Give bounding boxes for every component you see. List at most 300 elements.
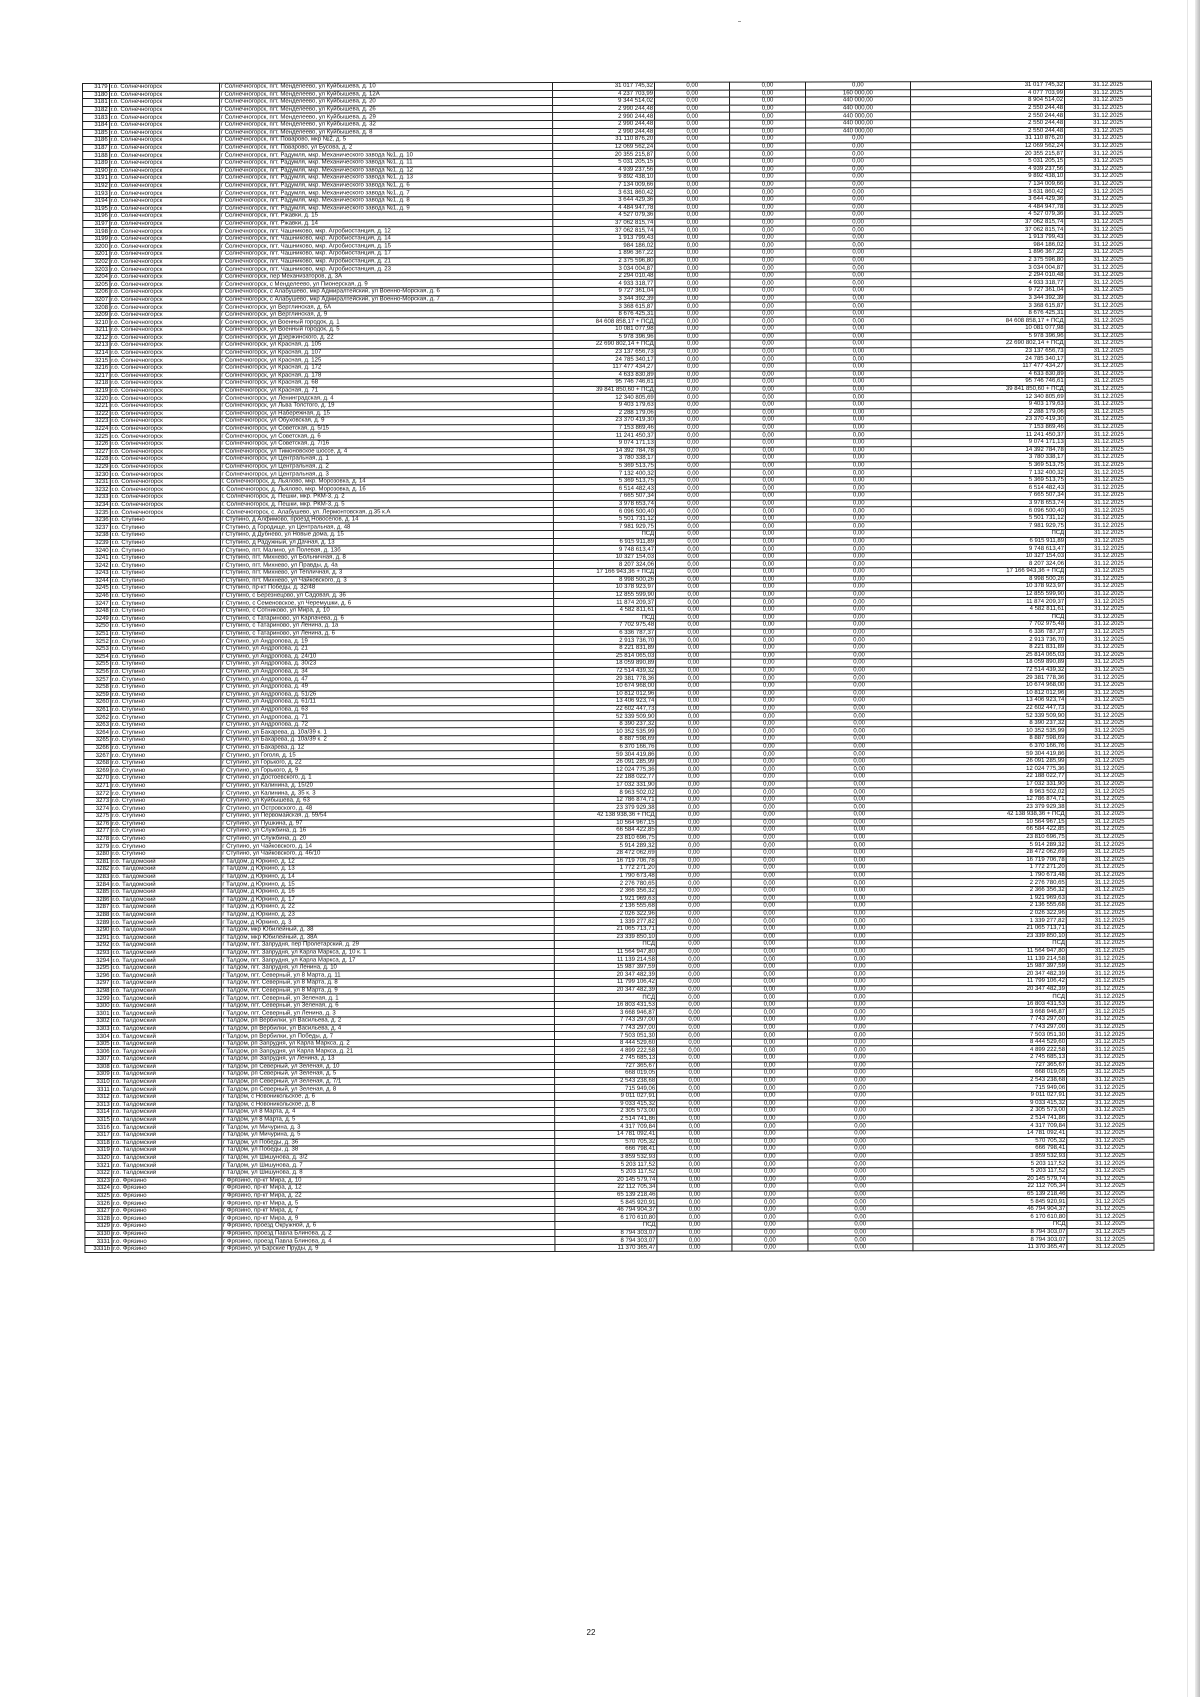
address-cell: г Солнечногорск, пгт. Менделеево, ул Куйбышева, д. 26 bbox=[219, 105, 553, 113]
cost-cell: 6 336 787,37 bbox=[554, 629, 656, 637]
municipality-cell: г.о. Талдомский bbox=[111, 873, 221, 881]
fund-amount-cell: 0,00 bbox=[807, 818, 912, 826]
row-number-cell: 3263 bbox=[84, 721, 111, 729]
amount-1-cell: 0,00 bbox=[657, 1069, 732, 1077]
municipality-cell: г.о. Солнечногорск bbox=[109, 98, 219, 106]
municipality-cell: г.о. Солнечногорск bbox=[109, 91, 219, 99]
deadline-cell: 31.12.2025 bbox=[1067, 1030, 1154, 1038]
amount-2-cell: 0,00 bbox=[732, 955, 807, 963]
fund-amount-cell: 0,00 bbox=[807, 856, 912, 864]
balance-cell: 2 294 010,48 bbox=[911, 271, 1065, 279]
cost-cell: 3 368 615,87 bbox=[553, 303, 655, 311]
municipality-cell: г.о. Ступино bbox=[110, 713, 220, 721]
fund-amount-cell: 0,00 bbox=[807, 1145, 912, 1153]
fund-amount-cell: 0,00 bbox=[807, 773, 912, 781]
fund-amount-cell: 0,00 bbox=[807, 1069, 912, 1077]
registry-table-body bbox=[83, 81, 1154, 1253]
fund-amount-cell: 0,00 bbox=[807, 1016, 912, 1024]
municipality-cell: г.о. Солнечногорск bbox=[110, 478, 220, 486]
cost-cell: 3 631 860,42 bbox=[553, 189, 655, 197]
cost-cell: 8 794 303,07 bbox=[555, 1229, 657, 1237]
balance-cell: 668 019,05 bbox=[913, 1069, 1067, 1077]
balance-cell: 11 564 947,80 bbox=[912, 947, 1066, 955]
cost-cell: 9 892 438,10 bbox=[553, 173, 655, 181]
amount-1-cell: 0,00 bbox=[656, 902, 731, 910]
address-cell: г Фрязино, пр-кт Мира, д. 5 bbox=[221, 1199, 555, 1207]
row-number-cell: 3280 bbox=[84, 850, 111, 858]
deadline-cell: 31.12.2025 bbox=[1065, 347, 1152, 355]
cost-cell: 12 855 599,90 bbox=[554, 591, 656, 599]
address-cell: г Талдом, д Юркино, д. 22 bbox=[221, 903, 555, 911]
amount-1-cell: 0,00 bbox=[656, 576, 731, 584]
deadline-cell: 31.12.2025 bbox=[1066, 894, 1153, 902]
row-number-cell: 3179 bbox=[83, 83, 110, 91]
fund-amount-cell: 0,00 bbox=[807, 879, 912, 887]
address-cell: г Ступино, ул Бахарева, д. 10а/39 к. 1 bbox=[220, 728, 554, 736]
address-cell: г Талдом, пгт. Северный, ул 8 Марта, д. 8 bbox=[221, 979, 555, 987]
deadline-cell: 31.12.2025 bbox=[1065, 522, 1152, 530]
municipality-cell: г.о. Ступино bbox=[111, 789, 221, 797]
row-number-cell: 3328 bbox=[85, 1215, 112, 1223]
row-number-cell: 3270 bbox=[84, 774, 111, 782]
cost-cell: 2 366 356,32 bbox=[554, 887, 656, 895]
amount-1-cell: 0,00 bbox=[656, 606, 731, 614]
cost-cell: 2 990 244,48 bbox=[553, 120, 655, 128]
row-number-cell: 3298 bbox=[84, 987, 111, 995]
address-cell: г Фрязино, пр-кт Мира, д. 10 bbox=[221, 1176, 555, 1184]
cost-cell: 2 136 555,68 bbox=[554, 902, 656, 910]
address-cell: г Ступино, ул Бахарева, д. 10а/39 к. 2 bbox=[221, 736, 555, 744]
balance-cell: 10 327 154,03 bbox=[912, 552, 1066, 560]
deadline-cell: 31.12.2025 bbox=[1067, 1053, 1154, 1061]
cost-cell: 2 276 780,65 bbox=[554, 880, 656, 888]
address-cell: г Солнечногорск, ул Советская, д. 7/16 bbox=[220, 439, 554, 447]
cost-cell: 5 369 513,75 bbox=[554, 477, 656, 485]
fund-amount-cell: 0,00 bbox=[806, 363, 911, 371]
cost-cell: 22 602 447,73 bbox=[554, 705, 656, 713]
amount-1-cell: 0,00 bbox=[656, 614, 731, 622]
deadline-cell: 31.12.2025 bbox=[1065, 81, 1152, 89]
amount-2-cell: 0,00 bbox=[731, 636, 806, 644]
amount-2-cell: 0,00 bbox=[732, 948, 807, 956]
balance-cell: 22 602 447,73 bbox=[912, 704, 1066, 712]
address-cell: г Солнечногорск, пгт. Менделеево, ул Куйбышева, д. 8 bbox=[219, 128, 553, 136]
amount-1-cell: 0,00 bbox=[656, 925, 731, 933]
address-cell: г Ступино, ул Куйбышева, д. 63 bbox=[221, 796, 555, 804]
cost-cell: 3 644 429,36 bbox=[553, 196, 655, 204]
balance-cell: 7 153 869,46 bbox=[911, 423, 1065, 431]
amount-1-cell: 0,00 bbox=[656, 955, 731, 963]
cost-cell: 2 543 238,68 bbox=[555, 1077, 657, 1085]
row-number-cell: 3194 bbox=[83, 197, 110, 205]
amount-1-cell: 0,00 bbox=[655, 280, 730, 288]
municipality-cell: г.о. Фрязино bbox=[111, 1215, 221, 1223]
fund-amount-cell: 0,00 bbox=[807, 765, 912, 773]
amount-2-cell: 0,00 bbox=[732, 978, 807, 986]
deadline-cell: 31.12.2025 bbox=[1065, 423, 1152, 431]
deadline-cell: 31.12.2025 bbox=[1065, 339, 1152, 347]
fund-amount-cell: 0,00 bbox=[807, 1137, 912, 1145]
amount-1-cell: 0,00 bbox=[656, 879, 731, 887]
deadline-cell: 31.12.2025 bbox=[1065, 370, 1152, 378]
address-cell: г Солнечногорск, с Алабушево, мкр Адмиралтейский, ул Военно-Морская, д. 7 bbox=[220, 295, 554, 303]
balance-cell: 4 484 947,78 bbox=[911, 203, 1065, 211]
amount-2-cell: 0,00 bbox=[730, 196, 805, 204]
amount-1-cell: 0,00 bbox=[657, 1039, 732, 1047]
cost-cell: 12 069 562,24 bbox=[553, 143, 655, 151]
address-cell: г Солнечногорск, ул Вертлинская, д. 9 bbox=[220, 310, 554, 318]
municipality-cell: г.о. Солнечногорск bbox=[110, 493, 220, 501]
fund-amount-cell: 0,00 bbox=[807, 1152, 912, 1160]
cost-cell: 10 327 154,03 bbox=[554, 553, 656, 561]
row-number-cell: 3317 bbox=[85, 1131, 112, 1139]
row-number-cell: 3272 bbox=[84, 790, 111, 798]
row-number-cell: 3266 bbox=[84, 744, 111, 752]
cost-cell: 8 887 598,69 bbox=[554, 735, 656, 743]
fund-amount-cell: 0,00 bbox=[806, 325, 911, 333]
amount-1-cell: 0,00 bbox=[656, 796, 731, 804]
balance-cell: 37 062 815,74 bbox=[911, 218, 1065, 226]
amount-1-cell: 0,00 bbox=[655, 249, 730, 257]
deadline-cell: 31.12.2025 bbox=[1065, 294, 1152, 302]
amount-2-cell: 0,00 bbox=[731, 462, 806, 470]
amount-1-cell: 0,00 bbox=[656, 819, 731, 827]
row-number-cell: 3304 bbox=[84, 1033, 111, 1041]
row-number-cell: 3241 bbox=[83, 554, 110, 562]
balance-cell: 2 305 573,00 bbox=[913, 1107, 1067, 1115]
amount-2-cell: 0,00 bbox=[732, 1069, 807, 1077]
row-number-cell: 3306 bbox=[85, 1048, 112, 1056]
balance-cell: 3 034 004,87 bbox=[911, 264, 1065, 272]
fund-amount-cell: 0,00 bbox=[806, 583, 911, 591]
balance-cell: 23 339 850,10 bbox=[912, 932, 1066, 940]
fund-amount-cell: 0,00 bbox=[806, 378, 911, 386]
amount-1-cell: 0,00 bbox=[655, 507, 730, 515]
balance-cell: 117 477 434,27 bbox=[911, 362, 1065, 370]
municipality-cell: г.о. Фрязино bbox=[112, 1222, 222, 1230]
cost-cell: 4 633 830,89 bbox=[553, 371, 655, 379]
row-number-cell: 3242 bbox=[84, 562, 111, 570]
municipality-cell: г.о. Ступино bbox=[110, 592, 220, 600]
cost-cell: ПСД bbox=[554, 940, 656, 948]
address-cell: г Талдом, ул Мичурина, д. 3 bbox=[221, 1123, 555, 1131]
balance-cell: 6 096 500,40 bbox=[911, 507, 1065, 515]
fund-amount-cell: 0,00 bbox=[805, 173, 910, 181]
table-row bbox=[85, 1243, 1154, 1253]
amount-2-cell: 0,00 bbox=[732, 940, 807, 948]
amount-1-cell: 0,00 bbox=[655, 462, 730, 470]
fund-amount-cell: 0,00 bbox=[807, 978, 912, 986]
deadline-cell: 31.12.2025 bbox=[1067, 1068, 1154, 1076]
row-number-cell: 3197 bbox=[83, 220, 110, 228]
amount-1-cell: 0,00 bbox=[656, 963, 731, 971]
municipality-cell: г.о. Солнечногорск bbox=[109, 212, 219, 220]
amount-1-cell: 0,00 bbox=[655, 166, 730, 174]
row-number-cell: 3282 bbox=[84, 866, 111, 874]
balance-cell: 24 785 340,17 bbox=[911, 355, 1065, 363]
municipality-cell: г.о. Солнечногорск bbox=[109, 144, 219, 152]
municipality-cell: г.о. Солнечногорск bbox=[109, 106, 219, 114]
municipality-cell: г.о. Солнечногорск bbox=[109, 83, 219, 91]
row-number-cell: 3219 bbox=[83, 387, 110, 395]
fund-amount-cell: 0,00 bbox=[805, 234, 910, 242]
address-cell: г Солнечногорск, пгт. Менделеево, ул Куйбышева, д. 20 bbox=[219, 98, 553, 106]
amount-1-cell: 0,00 bbox=[655, 173, 730, 181]
amount-1-cell: 0,00 bbox=[657, 1100, 732, 1108]
municipality-cell: г.о. Талдомский bbox=[111, 1070, 221, 1078]
row-number-cell: 3196 bbox=[83, 213, 110, 221]
municipality-cell: г.о. Талдомский bbox=[111, 881, 221, 889]
cost-cell: 7 702 975,48 bbox=[554, 621, 656, 629]
fund-amount-cell: 0,00 bbox=[806, 477, 911, 485]
deadline-cell: 31.12.2025 bbox=[1066, 939, 1153, 947]
address-cell: г Солнечногорск, ул Вертлинская, д. 6А bbox=[220, 303, 554, 311]
cost-cell: 13 406 923,74 bbox=[554, 697, 656, 705]
balance-cell: 2 550 244,48 bbox=[911, 127, 1065, 135]
balance-cell: 5 369 513,75 bbox=[911, 461, 1065, 469]
fund-amount-cell: 0,00 bbox=[807, 1168, 912, 1176]
cost-cell: 2 288 179,06 bbox=[553, 409, 655, 417]
fund-amount-cell: 0,00 bbox=[807, 1122, 912, 1130]
row-number-cell: 3195 bbox=[83, 205, 110, 213]
deadline-cell: 31.12.2025 bbox=[1066, 848, 1153, 856]
deadline-cell: 31.12.2025 bbox=[1066, 575, 1153, 583]
address-cell: г Ступино, с Татариново, ул Ленина, д. 1а bbox=[220, 622, 554, 630]
municipality-cell: г.о. Солнечногорск bbox=[110, 508, 220, 516]
deadline-cell: 31.12.2025 bbox=[1065, 119, 1152, 127]
cost-cell: 84 608 858,17 + ПСД bbox=[553, 318, 655, 326]
amount-1-cell: 0,00 bbox=[657, 1198, 732, 1206]
cost-cell: 4 527 079,36 bbox=[553, 211, 655, 219]
fund-amount-cell: 0,00 bbox=[806, 606, 911, 614]
amount-2-cell: 0,00 bbox=[732, 1092, 807, 1100]
amount-1-cell: 0,00 bbox=[657, 1168, 732, 1176]
row-number-cell: 3205 bbox=[83, 281, 110, 289]
row-number-cell: 3256 bbox=[84, 668, 111, 676]
deadline-cell: 31.12.2025 bbox=[1065, 446, 1152, 454]
municipality-cell: г.о. Солнечногорск bbox=[109, 197, 219, 205]
fund-amount-cell: 0,00 bbox=[806, 272, 911, 280]
amount-2-cell: 0,00 bbox=[731, 446, 806, 454]
municipality-cell: г.о. Ступино bbox=[111, 850, 221, 858]
row-number-cell: 3184 bbox=[83, 121, 110, 129]
amount-1-cell: 0,00 bbox=[655, 264, 730, 272]
row-number-cell: 3192 bbox=[83, 182, 110, 190]
fund-amount-cell: 0,00 bbox=[805, 150, 910, 158]
row-number-cell: 3302 bbox=[84, 1017, 111, 1025]
amount-1-cell: 0,00 bbox=[657, 1031, 732, 1039]
balance-cell: 10 378 923,97 bbox=[912, 583, 1066, 591]
amount-1-cell: 0,00 bbox=[655, 226, 730, 234]
address-cell: г Талдом, д Юркино, д. 23 bbox=[221, 910, 555, 918]
deadline-cell: 31.12.2025 bbox=[1065, 256, 1152, 264]
address-cell: г Ступино, ул Первомайская, д. 59/54 bbox=[221, 812, 555, 820]
address-cell: г Талдом, пгт. Северный, ул Зеленая, д. 6 bbox=[221, 1001, 555, 1009]
row-number-cell: 3243 bbox=[84, 569, 111, 577]
municipality-cell: г.о. Талдомский bbox=[111, 1032, 221, 1040]
balance-cell: 2 276 780,65 bbox=[912, 879, 1066, 887]
fund-amount-cell: 0,00 bbox=[806, 408, 911, 416]
municipality-cell: г.о. Солнечногорск bbox=[110, 326, 220, 334]
registry-table bbox=[82, 81, 1154, 1254]
deadline-cell: 31.12.2025 bbox=[1067, 1000, 1154, 1008]
municipality-cell: г.о. Солнечногорск bbox=[109, 167, 219, 175]
amount-2-cell: 0,00 bbox=[732, 1229, 807, 1237]
cost-cell: 3 780 338,17 bbox=[553, 454, 655, 462]
municipality-cell: г.о. Солнечногорск bbox=[109, 220, 219, 228]
row-number-cell: 3331 bbox=[85, 1238, 112, 1246]
fund-amount-cell: 0,00 bbox=[806, 553, 911, 561]
address-cell: г. Солнечногорск, д. Льялово, мкр. Морозовка, д. 14 bbox=[220, 477, 554, 485]
cost-cell: 23 810 696,75 bbox=[554, 834, 656, 842]
amount-1-cell: 0,00 bbox=[655, 105, 730, 113]
deadline-cell: 31.12.2025 bbox=[1067, 1023, 1154, 1031]
deadline-cell: 31.12.2025 bbox=[1066, 674, 1153, 682]
amount-2-cell: 0,00 bbox=[730, 166, 805, 174]
cost-cell: 7 743 297,00 bbox=[555, 1024, 657, 1032]
amount-2-cell: 0,00 bbox=[732, 1024, 807, 1032]
amount-2-cell: 0,00 bbox=[732, 970, 807, 978]
cost-cell: 52 339 509,90 bbox=[554, 713, 656, 721]
fund-amount-cell: 0,00 bbox=[806, 689, 911, 697]
municipality-cell: г.о. Солнечногорск bbox=[110, 470, 220, 478]
row-number-cell: 3295 bbox=[84, 964, 111, 972]
row-number-cell: 3310 bbox=[85, 1078, 112, 1086]
municipality-cell: г.о. Солнечногорск bbox=[110, 273, 220, 281]
amount-2-cell: 0,00 bbox=[732, 902, 807, 910]
fund-amount-cell: 0,00 bbox=[807, 1061, 912, 1069]
balance-cell: 9 074 171,13 bbox=[911, 438, 1065, 446]
cost-cell: 31 017 745,32 bbox=[553, 82, 655, 90]
fund-amount-cell: 0,00 bbox=[806, 256, 911, 264]
fund-amount-cell: 0,00 bbox=[808, 1213, 913, 1221]
deadline-cell: 31.12.2025 bbox=[1065, 317, 1152, 325]
amount-2-cell: 0,00 bbox=[730, 295, 805, 303]
address-cell: г Фрязино, проезд Павла Блинова, д. 4 bbox=[222, 1237, 556, 1245]
address-cell: г Солнечногорск, пгт. Радумля, мкр. Механического завода №1, д. 11 bbox=[219, 158, 553, 166]
amount-2-cell: 0,00 bbox=[731, 469, 806, 477]
amount-2-cell: 0,00 bbox=[731, 652, 806, 660]
cost-cell: 7 132 400,32 bbox=[553, 470, 655, 478]
deadline-cell: 31.12.2025 bbox=[1066, 613, 1153, 621]
municipality-cell: г.о. Талдомский bbox=[111, 1093, 221, 1101]
address-cell: г Талдом, д Юркино, д. 13 bbox=[221, 865, 555, 873]
cost-cell: 22 690 802,14 + ПСД bbox=[553, 340, 655, 348]
amount-2-cell: 0,00 bbox=[731, 750, 806, 758]
amount-1-cell: 0,00 bbox=[656, 917, 731, 925]
row-number-cell: 3202 bbox=[83, 258, 110, 266]
cost-cell: 17 166 943,36 + ПСД bbox=[554, 568, 656, 576]
address-cell: г Фрязино, проезд Павла Блинова, д. 2 bbox=[222, 1229, 556, 1237]
municipality-cell: г.о. Ступино bbox=[111, 767, 221, 775]
municipality-cell: г.о. Фрязино bbox=[112, 1230, 222, 1238]
fund-amount-cell: 0,00 bbox=[806, 666, 911, 674]
row-number-cell: 3232 bbox=[83, 486, 110, 494]
cost-cell: 29 381 778,36 bbox=[554, 675, 656, 683]
municipality-cell: г.о. Талдомский bbox=[111, 1078, 221, 1086]
address-cell: г Ступино, ул Службина, д. 20 bbox=[221, 834, 555, 842]
fund-amount-cell: 0,00 bbox=[807, 742, 912, 750]
amount-2-cell: 0,00 bbox=[732, 1115, 807, 1123]
cost-cell: 46 794 904,37 bbox=[555, 1206, 657, 1214]
fund-amount-cell: 0,00 bbox=[806, 560, 911, 568]
deadline-cell: 31.12.2025 bbox=[1067, 1152, 1154, 1160]
deadline-cell: 31.12.2025 bbox=[1066, 727, 1153, 735]
amount-1-cell: 0,00 bbox=[655, 310, 730, 318]
fund-amount-cell: 0,00 bbox=[807, 1115, 912, 1123]
municipality-cell: г.о. Ступино bbox=[110, 660, 220, 668]
row-number-cell: 3207 bbox=[83, 296, 110, 304]
fund-amount-cell: 0,00 bbox=[806, 294, 911, 302]
cost-cell: 23 370 419,30 bbox=[553, 416, 655, 424]
amount-1-cell: 0,00 bbox=[655, 439, 730, 447]
municipality-cell: г.о. Ступино bbox=[110, 600, 220, 608]
municipality-cell: г.о. Талдомский bbox=[111, 964, 221, 972]
municipality-cell: г.о. Ступино bbox=[111, 812, 221, 820]
address-cell: г Ступино, пгт. Михнево, ул Тепличная, д. 3 bbox=[220, 569, 554, 577]
fund-amount-cell: 0,00 bbox=[807, 932, 912, 940]
amount-1-cell: 0,00 bbox=[657, 1077, 732, 1085]
row-number-cell: 3225 bbox=[83, 433, 110, 441]
deadline-cell: 31.12.2025 bbox=[1065, 233, 1152, 241]
row-number-cell: 3253 bbox=[84, 645, 111, 653]
balance-cell: 1 339 277,82 bbox=[912, 917, 1066, 925]
cost-cell: 8 221 831,89 bbox=[554, 644, 656, 652]
deadline-cell: 31.12.2025 bbox=[1067, 1167, 1154, 1175]
balance-cell: 8 444 529,60 bbox=[913, 1038, 1067, 1046]
amount-2-cell: 0,00 bbox=[731, 667, 806, 675]
balance-cell: 10 081 077,98 bbox=[911, 324, 1065, 332]
amount-1-cell: 0,00 bbox=[657, 1122, 732, 1130]
row-number-cell: 3327 bbox=[85, 1207, 112, 1215]
address-cell: г Солнечногорск, ул Ленинградская, д. 4 bbox=[220, 394, 554, 402]
address-cell: г Солнечногорск, пгт. Ржавки, д. 15 bbox=[219, 212, 553, 220]
address-cell: г Талдом, д Юркино, д. 12 bbox=[221, 857, 555, 865]
address-cell: г Талдом, ул Мичурина, д. 5 bbox=[221, 1130, 555, 1138]
amount-2-cell: 0,00 bbox=[731, 765, 806, 773]
address-cell: г Талдом, с Новоникольское, д. 6 bbox=[221, 1092, 555, 1100]
deadline-cell: 31.12.2025 bbox=[1066, 742, 1153, 750]
deadline-cell: 31.12.2025 bbox=[1066, 795, 1153, 803]
municipality-cell: г.о. Ступино bbox=[111, 759, 221, 767]
cost-cell: 1 921 969,63 bbox=[554, 895, 656, 903]
fund-amount-cell: 0,00 bbox=[805, 203, 910, 211]
amount-2-cell: 0,00 bbox=[731, 553, 806, 561]
address-cell: г Солнечногорск, ул Советская, д. 5/15 bbox=[220, 424, 554, 432]
amount-1-cell: 0,00 bbox=[656, 644, 731, 652]
address-cell: г Талдом, ул Победы, д. 38 bbox=[221, 1146, 555, 1154]
fund-amount-cell: 0,00 bbox=[807, 788, 912, 796]
amount-1-cell: 0,00 bbox=[656, 568, 731, 576]
amount-2-cell: 0,00 bbox=[730, 226, 805, 234]
amount-1-cell: 0,00 bbox=[655, 393, 730, 401]
amount-2-cell: 0,00 bbox=[732, 1054, 807, 1062]
address-cell: г Солнечногорск, пгт. Радумля, мкр. Механического завода №1, д. 13 bbox=[219, 174, 553, 182]
deadline-cell: 31.12.2025 bbox=[1067, 1106, 1154, 1114]
balance-cell: 2 366 356,32 bbox=[912, 886, 1066, 894]
cost-cell: 42 138 938,36 + ПСД bbox=[554, 811, 656, 819]
fund-amount-cell: 0,00 bbox=[807, 887, 912, 895]
amount-2-cell: 0,00 bbox=[732, 1221, 807, 1229]
cost-cell: 3 034 004,87 bbox=[553, 265, 655, 273]
deadline-cell: 31.12.2025 bbox=[1067, 1091, 1154, 1099]
cost-cell: 39 841 850,60 + ПСД bbox=[553, 386, 655, 394]
deadline-cell: 31.12.2025 bbox=[1067, 1008, 1154, 1016]
amount-1-cell: 0,00 bbox=[656, 788, 731, 796]
fund-amount-cell: 0,00 bbox=[807, 796, 912, 804]
balance-cell: 12 024 775,36 bbox=[912, 765, 1066, 773]
cost-cell: 5 203 117,52 bbox=[555, 1161, 657, 1169]
